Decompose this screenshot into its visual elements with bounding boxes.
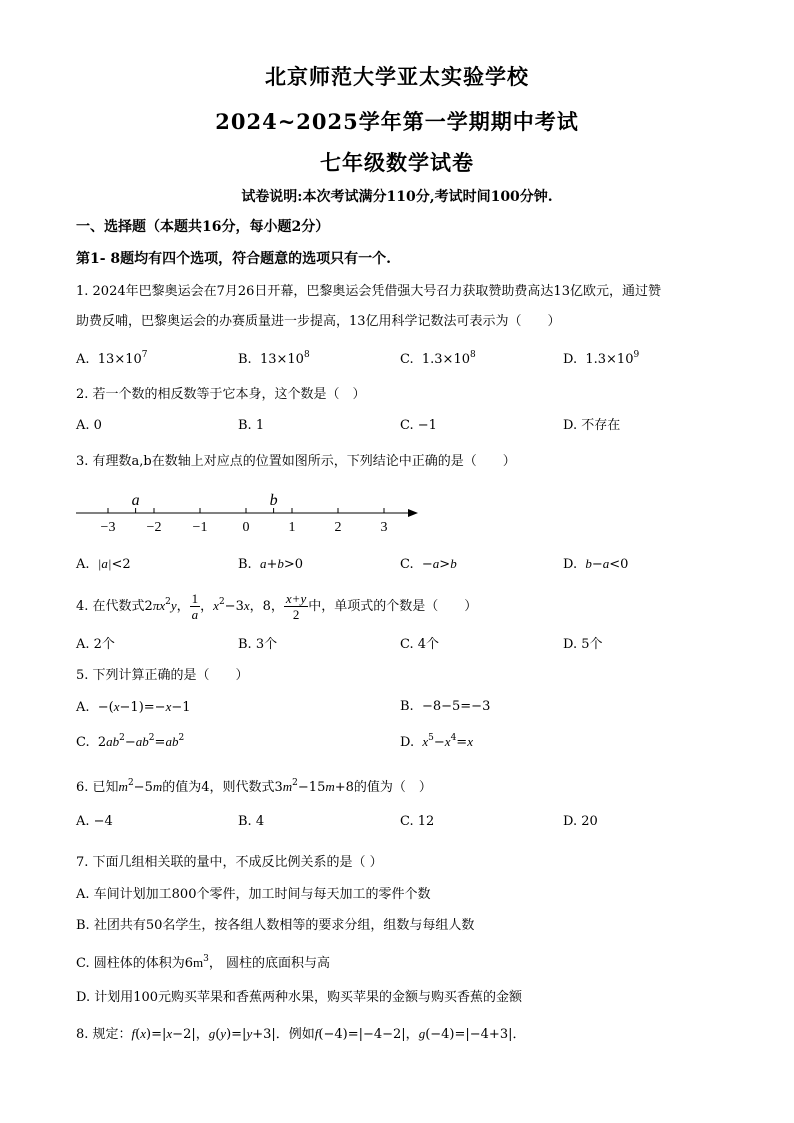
q1-line1: 1. 2024年巴黎奥运会在7月26日开幕，巴黎奥运会凭借强大号召力获取赞助费高达13亿欧元，通过赞: [76, 284, 661, 299]
q4-option-b: B. 3个: [238, 637, 278, 652]
q5-option-d: D. $x^5-x^4=x$: [400, 733, 473, 750]
exam-note: 试卷说明:本次考试满分110分,考试时间100分钟.: [241, 189, 553, 205]
q3-option-c: C. −a>b: [400, 556, 457, 572]
q6-option-c: C. 12: [400, 814, 435, 829]
q1-option-d: D. $1.3\times 10^9$: [563, 350, 640, 367]
q2-text: 2. 若一个数的相反数等于它本身，这个数是（ ）: [76, 387, 366, 402]
q1-line2: 助费反哺，巴黎奥运会的办赛质量进一步提高，13亿用科学记数法可表示为（ ）: [76, 314, 561, 329]
q5-option-b: B. −8−5=−3: [400, 699, 491, 714]
q2-option-d: D. 不存在: [563, 418, 621, 433]
number-line-tick-label: −2: [146, 520, 162, 535]
q5-text: 5. 下列计算正确的是（ ）: [76, 668, 249, 683]
q6-text: 6. 已知$m^2-5m$的值为4，则代数式$3m^2-15m+8$的值为（ ）: [76, 778, 432, 795]
q4-text: 4. 在代数式$2\pi x^2y$， $\frac{1}{a}$ ，$x^2-3x$，8， $\frac{x+y}{2}$ 中，单项式的个数是（ ）: [76, 591, 478, 622]
q1-option-c: C. $1.3\times 10^8$: [400, 350, 476, 367]
q3-text: 3. 有理数a,b在数轴上对应点的位置如图所示，下列结论中正确的是（ ）: [76, 454, 516, 469]
q7-option-c: C. 圆柱体的体积为$6m^3$， 圆柱的底面积与高: [76, 954, 331, 971]
q6-option-d: D. 20: [563, 814, 598, 829]
number-line-tick-label: 3: [380, 520, 388, 535]
q7-option-a: A. 车间计划加工800个零件，加工时间与每天加工的零件个数: [76, 887, 431, 902]
q7-option-b: B. 社团共有50名学生，按各组人数相等的要求分组，组数与每组人数: [76, 918, 475, 933]
number-line-tick-label: 0: [242, 520, 250, 535]
q4-option-c: C. 4个: [400, 637, 440, 652]
q2-option-a: A. 0: [76, 418, 102, 433]
q1-option-a: A. $13\times 10^7$: [76, 350, 148, 367]
number-line-point-label-a: a: [131, 492, 140, 509]
q7-option-d: D. 计划用100元购买苹果和香蕉两种水果，购买苹果的金额与购买香蕉的金额: [76, 990, 523, 1005]
number-line-tick-label: −3: [100, 520, 116, 535]
school-title: 北京师范大学亚太实验学校: [265, 64, 529, 89]
q5-option-c: C. $2ab^2-ab^2=ab^2$: [76, 733, 185, 750]
q6-option-a: A. −4: [76, 814, 113, 829]
q4-option-d: D. 5个: [563, 637, 603, 652]
q2-option-c: C. −1: [400, 418, 437, 433]
q7-text: 7. 下面几组相关联的量中，不成反比例关系的是（ ）: [76, 855, 383, 870]
q8-text: 8. 规定：f(x)=|x−2|，g(y)=|y+3|．例如f(−4)=|−4−2|，g(−4)=|−4+3|．: [76, 1026, 526, 1042]
q3-option-b: B. a+b>0: [238, 556, 304, 572]
number-line-tick-label: −1: [192, 520, 208, 535]
q5-option-a: A. −(x−1)=−x−1: [76, 699, 191, 715]
number-line-tick-label: 1: [288, 520, 296, 535]
number-line-arrow: [408, 509, 418, 517]
number-line-tick-label: 2: [334, 520, 342, 535]
number-line-figure: [72, 488, 422, 538]
q3-option-a: A. |a|<2: [76, 556, 131, 572]
section-title: 一、选择题（本题共16分，每小题2分）: [76, 219, 330, 235]
q1-option-b: B. $13\times 10^8$: [238, 350, 310, 367]
q2-option-b: B. 1: [238, 418, 265, 433]
q4-option-a: A. 2个: [76, 637, 115, 652]
q6-option-b: B. 4: [238, 814, 265, 829]
subject-title: 七年级数学试卷: [320, 150, 474, 175]
number-line-point-label-b: b: [269, 492, 278, 509]
q3-option-d: D. b−a<0: [563, 556, 629, 572]
exam-title: 2024~2025学年第一学期期中考试: [215, 109, 579, 134]
section-instruction: 第1- 8题均有四个选项，符合题意的选项只有一个.: [76, 251, 392, 267]
